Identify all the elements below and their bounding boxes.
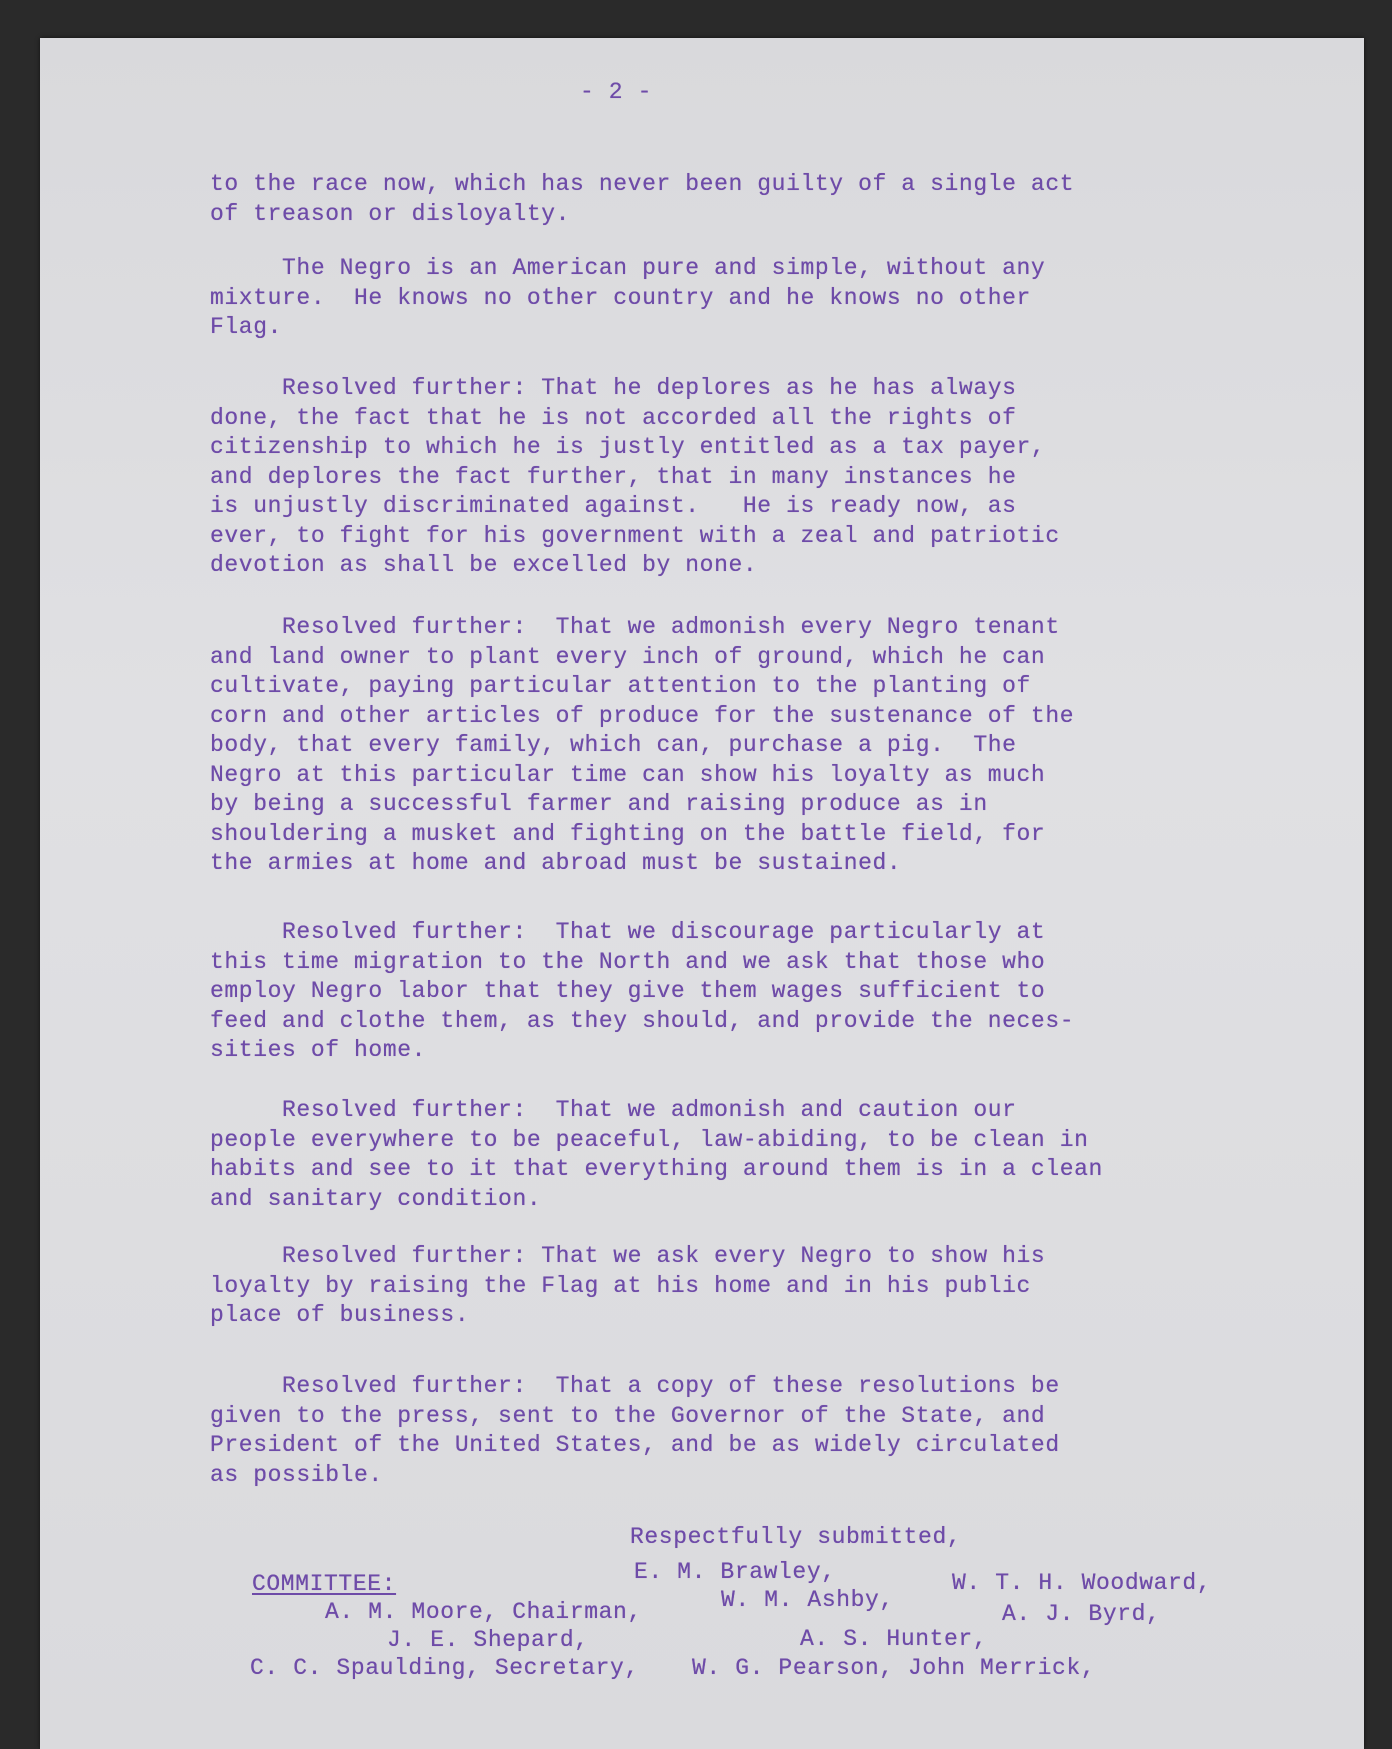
paragraph-resolved-farming: Resolved further: That we admonish every Negro tenant and land owner to plant every inch of ground, which he can cultivate, paying particular attention to the planting of corn and other articles of produce for the sustenance of the body, that every family, which can, purchase a pig. The Negro at this particular time can show his loyalty as much by being a successful farmer and raising produce as in shouldering a musket and fighting on the battle field, for the armies at home and abroad must be sustained. — [210, 614, 1075, 876]
committee-member: W. G. Pearson, John Merrick, — [692, 1655, 1096, 1681]
committee-member: C. C. Spaulding, Secretary, — [250, 1655, 639, 1681]
paragraph-resolved-migration: Resolved further: That we discourage particularly at this time migration to the North and we ask that those who employ Negro labor that they give them wages sufficient to feed and clothe them, as they should, and provide the neces- sities of home. — [210, 919, 1075, 1063]
paragraph-continuation: to the race now, which has never been guilty of a single act of treason or disloyalty. — [210, 171, 1075, 227]
committee-member: E. M. Brawley, — [634, 1559, 836, 1585]
paragraph-resolved-press: Resolved further: That a copy of these resolutions be given to the press, sent to the Governor of the State, and President of the United States, and be as widely circulated as possible. — [210, 1373, 1060, 1488]
page-number: - 2 - — [580, 79, 653, 105]
paragraph-resolved-flag: Resolved further: That we ask every Negro to show his loyalty by raising the Flag at his home and in his public place of business. — [210, 1243, 1046, 1328]
committee-member: A. J. Byrd, — [1002, 1601, 1161, 1627]
committee-label: COMMITTEE: — [252, 1571, 397, 1597]
paragraph-american: The Negro is an American pure and simple, without any mixture. He knows no other country and he knows no other Flag. — [210, 255, 1046, 340]
committee-member: W. M. Ashby, — [721, 1587, 894, 1613]
committee-member: W. T. H. Woodward, — [952, 1570, 1212, 1596]
committee-member: J. E. Shepard, — [387, 1627, 589, 1653]
committee-member: A. S. Hunter, — [800, 1626, 988, 1652]
paragraph-resolved-rights: Resolved further: That he deplores as he has always done, the fact that he is not accorded all the rights of citizenship to which he is justly entitled as a tax payer, and deplores the fact further, that in many instances he is unjustly discriminated against. He is ready now, as ever, to fight for his government with a zeal and patriotic devotion as shall be excelled by none. — [210, 375, 1060, 578]
paragraph-resolved-sanitary: Resolved further: That we admonish and caution our people everywhere to be peaceful, law-abiding, to be clean in habits and see to it that everything around them is in a clean and sanitary condition. — [210, 1097, 1103, 1212]
closing-line: Respectfully submitted, — [630, 1524, 962, 1550]
committee-member: A. M. Moore, Chairman, — [325, 1599, 642, 1625]
